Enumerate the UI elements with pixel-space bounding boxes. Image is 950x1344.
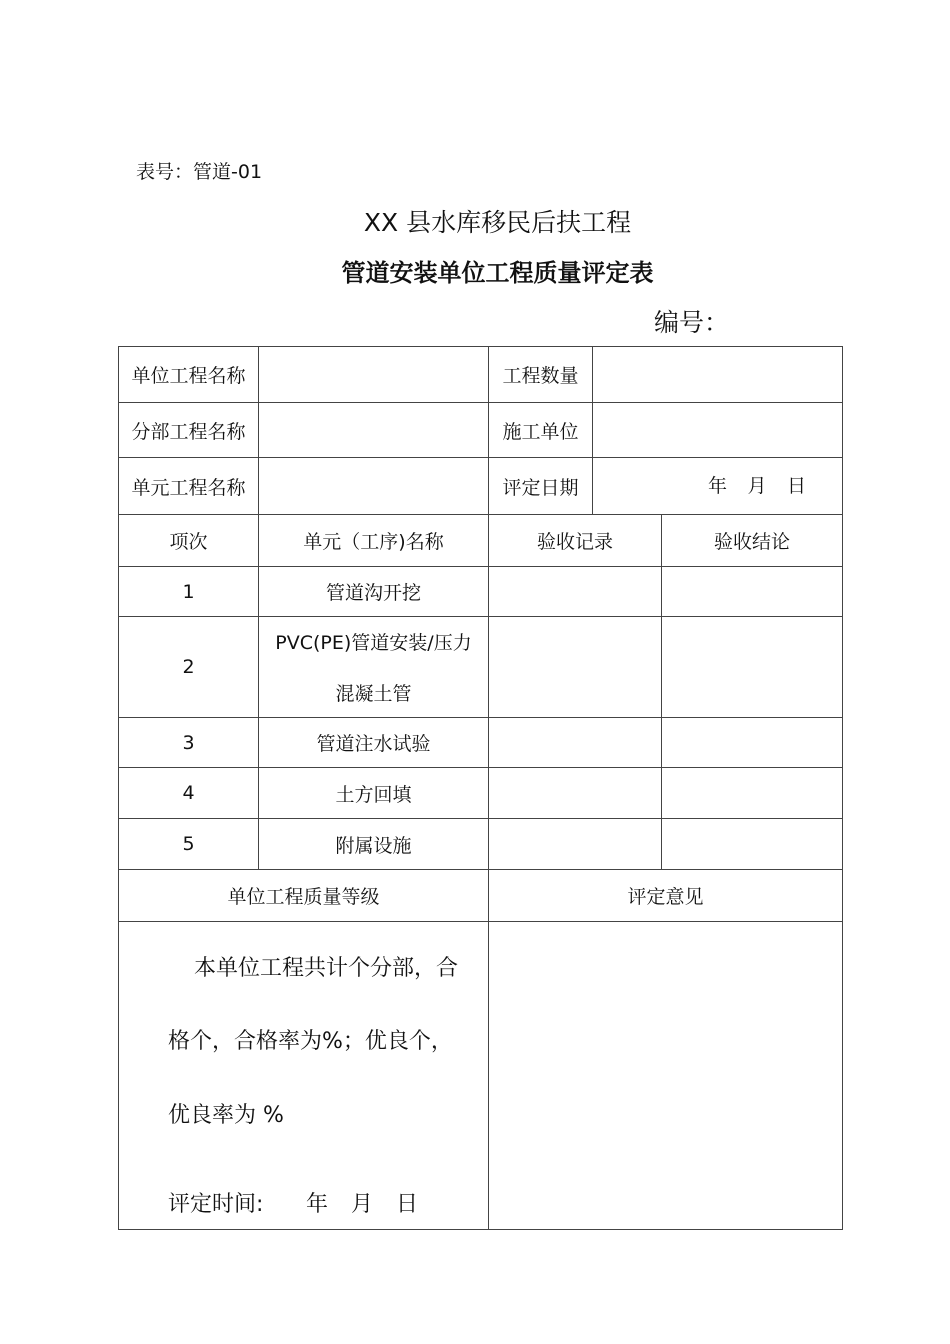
table-row-name	[258, 616, 489, 718]
table-row-record[interactable]	[488, 767, 662, 819]
date-year: 年	[708, 475, 728, 497]
table-row-record[interactable]	[488, 616, 662, 718]
eval-time-fields	[306, 1190, 418, 1220]
contractor-label: 施工单位	[488, 402, 593, 458]
date-month: 月	[747, 475, 767, 497]
unit-name-label: 单位工程名称	[118, 346, 259, 403]
eval-time-month: 月	[350, 1192, 373, 1217]
form-title: 管道安装单位工程质量评定表	[341, 259, 654, 287]
evaluation-opinion-body[interactable]	[488, 921, 843, 1230]
project-title: XX 县水库移民后扶工程	[363, 208, 632, 237]
table-row-conclusion[interactable]	[661, 818, 843, 870]
date-day: 日	[786, 475, 806, 497]
header-item-no: 项次	[118, 514, 259, 567]
serial-number-label: 编号：	[654, 308, 730, 337]
summary-line-1: 本单位工程共计个分部，合	[194, 956, 459, 981]
element-name-value[interactable]	[258, 457, 489, 515]
table-row-no: 2	[118, 616, 259, 718]
eval-date-fields	[708, 474, 806, 498]
table-row-conclusion[interactable]	[661, 717, 843, 768]
table-row-name-lines: PVC(PE)管道安装/压力 混凝土管	[275, 632, 472, 705]
sub-name-value[interactable]	[258, 402, 489, 458]
table-row-record[interactable]	[488, 717, 662, 768]
summary-line-2: 格个，合格率为%；优良个，	[168, 1029, 453, 1054]
eval-time-label: 评定时间:	[168, 1192, 264, 1217]
evaluation-opinion-label: 评定意见	[488, 869, 843, 922]
table-row-no: 5	[118, 818, 259, 870]
header-item-name: 单元（工序)名称	[258, 514, 489, 567]
table-row-name: 土方回填	[258, 767, 489, 819]
table-row-no: 3	[118, 717, 259, 768]
summary-line-3: 优良率为 %	[168, 1103, 284, 1128]
form-number: 表号：管道-01	[136, 161, 263, 183]
table-row-name: 附属设施	[258, 818, 489, 870]
sub-name-label: 分部工程名称	[118, 402, 259, 458]
table-row-name: 管道注水试验	[258, 717, 489, 768]
quantity-label: 工程数量	[488, 346, 593, 403]
element-name-label: 单元工程名称	[118, 457, 259, 515]
table-row-no: 4	[118, 767, 259, 819]
eval-date-label: 评定日期	[488, 457, 593, 515]
eval-time-year: 年	[306, 1192, 329, 1217]
table-row-conclusion[interactable]	[661, 616, 843, 718]
eval-time-day: 日	[395, 1192, 418, 1217]
quality-grade-label: 单位工程质量等级	[118, 869, 489, 922]
unit-name-value[interactable]	[258, 346, 489, 403]
table-row-conclusion[interactable]	[661, 767, 843, 819]
table-row-conclusion[interactable]	[661, 566, 843, 617]
quantity-value[interactable]	[592, 346, 843, 403]
table-row-record[interactable]	[488, 818, 662, 870]
table-row-record[interactable]	[488, 566, 662, 617]
header-acceptance-conclusion: 验收结论	[661, 514, 843, 567]
table-row-name: 管道沟开挖	[258, 566, 489, 617]
table-row-no: 1	[118, 566, 259, 617]
header-acceptance-record: 验收记录	[488, 514, 662, 567]
contractor-value[interactable]	[592, 402, 843, 458]
